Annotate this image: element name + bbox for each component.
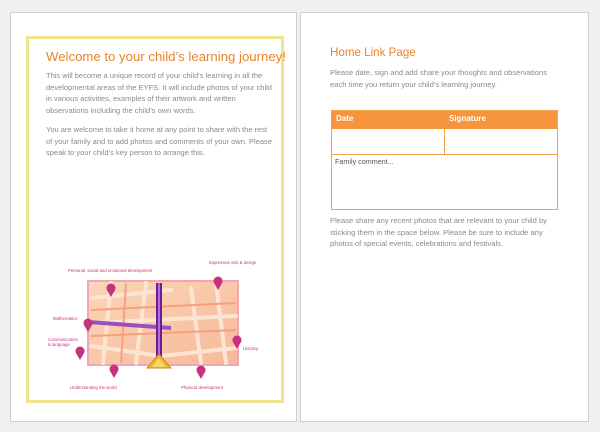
home-link-title: Home Link Page bbox=[330, 46, 416, 59]
intro-paragraph: This will become a unique record of your child’s learning in all the developmental areas of the EYFS. It will include photos of your child in various activities, examples of their artwork and written observations including the child’s own words. bbox=[46, 71, 272, 115]
row-divider bbox=[332, 154, 557, 155]
map-label-personal: Personal, social and emotional development bbox=[68, 268, 153, 273]
map-label-literacy: Literacy bbox=[243, 346, 259, 351]
date-header: Date bbox=[336, 114, 354, 123]
welcome-frame bbox=[26, 36, 284, 403]
column-divider bbox=[444, 129, 445, 154]
map-label-physical: Physical development bbox=[181, 385, 223, 390]
photos-instructions: Please share any recent photos that are relevant to your child by sticking them in the space below. Please be sure to include any photos of special events, celebrations and festivals. bbox=[330, 216, 547, 248]
home-link-table bbox=[331, 110, 558, 210]
signature-header: Signature bbox=[449, 114, 486, 123]
eyfs-road-map bbox=[48, 260, 261, 390]
map-label-communication: Communication & language bbox=[48, 337, 78, 347]
map-label-mathematics: Mathematics bbox=[53, 316, 78, 321]
home-link-intro: Please date, sign and add share your thoughts and observations each time you return your child’s learning journey. bbox=[330, 68, 547, 89]
family-comment-label: Family comment... bbox=[335, 157, 394, 166]
right-page bbox=[300, 12, 589, 422]
map-label-expressive: Expressive arts & design bbox=[209, 260, 257, 265]
left-page bbox=[10, 12, 297, 422]
road-map-illustration bbox=[51, 268, 261, 390]
welcome-title: Welcome to your child’s learning journey! bbox=[46, 49, 286, 64]
share-paragraph: You are welcome to take it home at any point to share with the rest of your family and to add photos and comments of your own. Please speak to your child’s key person to arrange this. bbox=[46, 125, 272, 157]
table-header-row bbox=[332, 111, 557, 129]
map-label-understanding: Understanding the world bbox=[70, 385, 117, 390]
